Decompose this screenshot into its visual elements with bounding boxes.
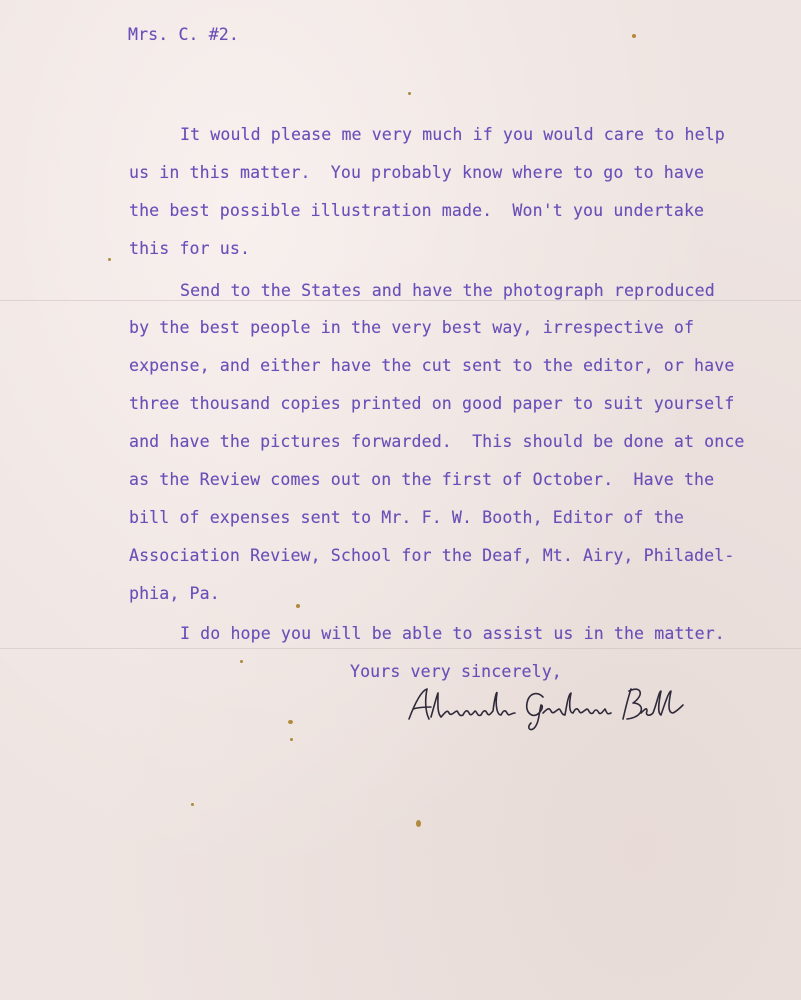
body-line: Association Review, School for the Deaf, Mt. Airy, Philadel- [129,546,735,565]
handwritten-signature [405,683,685,733]
body-line: as the Review comes out on the first of October. Have the [129,470,715,489]
body-line: I do hope you will be able to assist us in the matter. [180,624,725,643]
paper-speck [408,92,411,95]
paper-speck [632,34,636,38]
body-line: expense, and either have the cut sent to the editor, or have [129,356,735,375]
body-line: It would please me very much if you would care to help [180,125,725,144]
body-line: three thousand copies printed on good paper to suit yourself [129,394,735,413]
paper-speck [296,604,300,608]
body-line: phia, Pa. [129,584,220,603]
paper-speck [290,738,293,741]
body-line: by the best people in the very best way, irrespective of [129,318,695,337]
paper-speck [288,720,293,724]
letter-header: Mrs. C. #2. [128,25,239,44]
body-line: the best possible illustration made. Won't you undertake [129,201,705,220]
body-line: bill of expenses sent to Mr. F. W. Booth, Editor of the [129,508,684,527]
body-line: and have the pictures forwarded. This should be done at once [129,432,745,451]
paper-speck [108,258,111,261]
letter-closing: Yours very sincerely, [350,662,562,681]
body-line: us in this matter. You probably know where to go to have [129,163,705,182]
paper-speck [416,820,421,827]
paper-fold-line [0,648,801,649]
body-line: this for us. [129,239,251,258]
paper-speck [240,660,243,663]
body-line: Send to the States and have the photograph reproduced [180,281,715,300]
paper-speck [191,803,194,806]
